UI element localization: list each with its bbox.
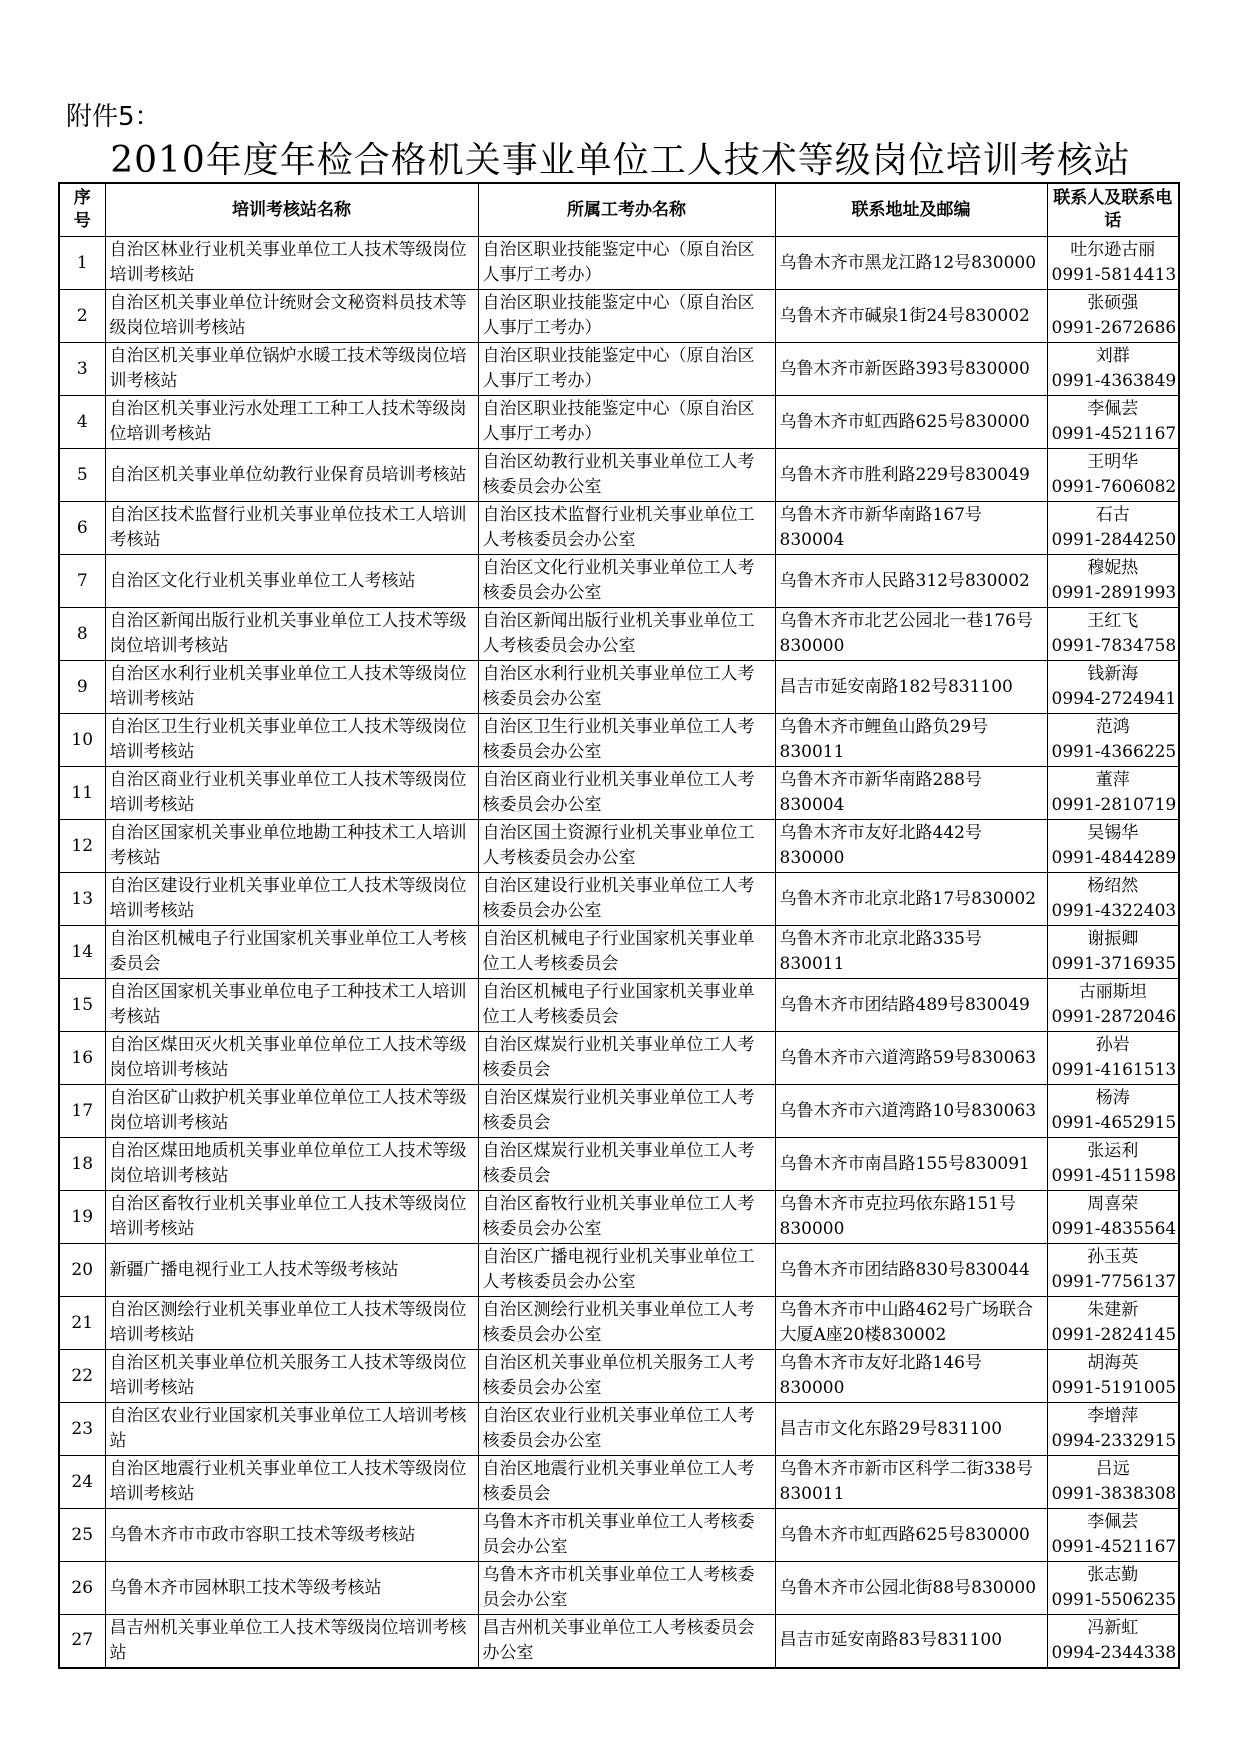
- contact-phone: 0991-3716935: [1051, 954, 1177, 974]
- contact-cell: [1047, 502, 1179, 555]
- contact-phone: 0991-2810719: [1051, 795, 1177, 815]
- contact-phone: 0991-7756137: [1051, 1272, 1177, 1292]
- address: 昌吉市延安南路182号831100: [775, 661, 1047, 714]
- contact-cell: [1047, 1191, 1179, 1244]
- contact-phone: 0991-2891993: [1051, 583, 1177, 603]
- contact-person: 王明华: [1087, 452, 1139, 472]
- station-name: 自治区畜牧行业机关事业单位工人技术等级岗位培训考核站: [105, 1191, 478, 1244]
- office-name: 自治区测绘行业机关事业单位工人考核委员会办公室: [478, 1297, 775, 1350]
- contact-cell: [1047, 343, 1179, 396]
- row-number: 26: [59, 1562, 105, 1615]
- office-name: 自治区畜牧行业机关事业单位工人考核委员会办公室: [478, 1191, 775, 1244]
- office-name: 自治区煤炭行业机关事业单位工人考核委员会: [478, 1085, 775, 1138]
- table-row: [59, 1244, 1179, 1297]
- contact-person: 董萍: [1095, 770, 1130, 790]
- page-title: 2010年度年检合格机关事业单位工人技术等级岗位培训考核站: [110, 140, 1131, 181]
- row-number: 2: [59, 290, 105, 343]
- address: 昌吉市文化东路29号831100: [775, 1403, 1047, 1456]
- contact-person: 刘群: [1095, 346, 1130, 366]
- office-name: 自治区职业技能鉴定中心（原自治区人事厅工考办）: [478, 396, 775, 449]
- contact-phone: 0991-2844250: [1051, 530, 1177, 550]
- office-name: 自治区建设行业机关事业单位工人考核委员会办公室: [478, 873, 775, 926]
- table-row: [59, 1085, 1179, 1138]
- address: 乌鲁木齐市克拉玛依东路151号830000: [775, 1191, 1047, 1244]
- address: 乌鲁木齐市新医路393号830000: [775, 343, 1047, 396]
- station-name: 自治区商业行业机关事业单位工人技术等级岗位培训考核站: [105, 767, 478, 820]
- office-name: 自治区商业行业机关事业单位工人考核委员会办公室: [478, 767, 775, 820]
- station-name: 自治区煤田地质机关事业单位单位工人技术等级岗位培训考核站: [105, 1138, 478, 1191]
- row-number: 27: [59, 1615, 105, 1668]
- contact-person: 范鸿: [1095, 717, 1130, 737]
- contact-cell: [1047, 661, 1179, 714]
- office-name: 自治区新闻出版行业机关事业单位工人考核委员会办公室: [478, 608, 775, 661]
- address: 乌鲁木齐市六道湾路59号830063: [775, 1032, 1047, 1085]
- contact-person: 张运利: [1087, 1141, 1139, 1161]
- table-row: [59, 1138, 1179, 1191]
- office-name: 自治区地震行业机关事业单位工人考核委员会: [478, 1456, 775, 1509]
- contact-cell: [1047, 1297, 1179, 1350]
- station-name: 自治区机械电子行业国家机关事业单位工人考核委员会: [105, 926, 478, 979]
- contact-cell: [1047, 1562, 1179, 1615]
- table-row: [59, 1403, 1179, 1456]
- contact-phone: 0991-4521167: [1051, 424, 1177, 444]
- table-row: [59, 237, 1179, 290]
- table-row: [59, 714, 1179, 767]
- office-name: 自治区广播电视行业机关事业单位工人考核委员会办公室: [478, 1244, 775, 1297]
- row-number: 11: [59, 767, 105, 820]
- row-number: 18: [59, 1138, 105, 1191]
- table-row: [59, 767, 1179, 820]
- contact-person: 穆妮热: [1087, 558, 1139, 578]
- contact-cell: [1047, 396, 1179, 449]
- table-row: [59, 343, 1179, 396]
- contact-cell: [1047, 237, 1179, 290]
- contact-cell: [1047, 714, 1179, 767]
- contact-phone: 0991-4363849: [1051, 371, 1177, 391]
- contact-phone: 0991-2872046: [1051, 1007, 1177, 1027]
- row-number: 12: [59, 820, 105, 873]
- office-name: 自治区职业技能鉴定中心（原自治区人事厅工考办）: [478, 290, 775, 343]
- contact-phone: 0991-5814413: [1051, 265, 1177, 285]
- address: 乌鲁木齐市新市区科学二街338号830011: [775, 1456, 1047, 1509]
- header-no: 序号: [59, 183, 105, 237]
- row-number: 9: [59, 661, 105, 714]
- address: 乌鲁木齐市团结路830号830044: [775, 1244, 1047, 1297]
- office-name: 自治区国土资源行业机关事业单位工人考核委员会办公室: [478, 820, 775, 873]
- address: 乌鲁木齐市碱泉1街24号830002: [775, 290, 1047, 343]
- contact-cell: [1047, 926, 1179, 979]
- address: 乌鲁木齐市团结路489号830049: [775, 979, 1047, 1032]
- address: 乌鲁木齐市友好北路442号830000: [775, 820, 1047, 873]
- contact-cell: [1047, 1085, 1179, 1138]
- station-name: 自治区地震行业机关事业单位工人技术等级岗位培训考核站: [105, 1456, 478, 1509]
- contact-cell: [1047, 1509, 1179, 1562]
- row-number: 8: [59, 608, 105, 661]
- table-row: [59, 1562, 1179, 1615]
- office-name: 自治区机关事业单位机关服务工人考核委员会办公室: [478, 1350, 775, 1403]
- table-row: [59, 449, 1179, 502]
- station-name: 自治区煤田灭火机关事业单位单位工人技术等级岗位培训考核站: [105, 1032, 478, 1085]
- address: 乌鲁木齐市新华南路288号830004: [775, 767, 1047, 820]
- row-number: 21: [59, 1297, 105, 1350]
- row-number: 15: [59, 979, 105, 1032]
- contact-cell: [1047, 873, 1179, 926]
- contact-cell: [1047, 290, 1179, 343]
- row-number: 17: [59, 1085, 105, 1138]
- row-number: 23: [59, 1403, 105, 1456]
- header-address: 联系地址及邮编: [775, 183, 1047, 237]
- address: 乌鲁木齐市友好北路146号830000: [775, 1350, 1047, 1403]
- office-name: 自治区职业技能鉴定中心（原自治区人事厅工考办）: [478, 237, 775, 290]
- contact-person: 周喜荣: [1087, 1194, 1139, 1214]
- station-name: 自治区机关事业单位机关服务工人技术等级岗位培训考核站: [105, 1350, 478, 1403]
- row-number: 20: [59, 1244, 105, 1297]
- contact-phone: 0991-2824145: [1051, 1325, 1177, 1345]
- table-row: [59, 820, 1179, 873]
- contact-cell: [1047, 1032, 1179, 1085]
- contact-phone: 0991-4652915: [1051, 1113, 1177, 1133]
- contact-person: 钱新海: [1087, 664, 1139, 684]
- contact-cell: [1047, 979, 1179, 1032]
- contact-phone: 0994-2724941: [1051, 689, 1177, 709]
- contact-person: 孙岩: [1095, 1035, 1130, 1055]
- office-name: 自治区农业行业机关事业单位工人考核委员会办公室: [478, 1403, 775, 1456]
- contact-phone: 0991-7606082: [1051, 477, 1177, 497]
- office-name: 昌吉州机关事业单位工人考核委员会办公室: [478, 1615, 775, 1668]
- station-name: 自治区矿山救护机关事业单位单位工人技术等级岗位培训考核站: [105, 1085, 478, 1138]
- contact-cell: [1047, 767, 1179, 820]
- station-name: 自治区技术监督行业机关事业单位技术工人培训考核站: [105, 502, 478, 555]
- row-number: 13: [59, 873, 105, 926]
- row-number: 4: [59, 396, 105, 449]
- row-number: 22: [59, 1350, 105, 1403]
- table-row: [59, 1615, 1179, 1668]
- contact-phone: 0991-4366225: [1051, 742, 1177, 762]
- contact-person: 古丽斯坦: [1078, 982, 1147, 1002]
- contact-phone: 0991-5506235: [1051, 1590, 1177, 1610]
- contact-person: 朱建新: [1087, 1300, 1139, 1320]
- table-row: [59, 502, 1179, 555]
- row-number: 16: [59, 1032, 105, 1085]
- row-number: 3: [59, 343, 105, 396]
- station-name: 自治区建设行业机关事业单位工人技术等级岗位培训考核站: [105, 873, 478, 926]
- row-number: 7: [59, 555, 105, 608]
- table-row: [59, 608, 1179, 661]
- office-name: 自治区煤炭行业机关事业单位工人考核委员会: [478, 1138, 775, 1191]
- office-name: 自治区煤炭行业机关事业单位工人考核委员会: [478, 1032, 775, 1085]
- table-row: [59, 396, 1179, 449]
- station-name: 自治区国家机关事业单位电子工种技术工人培训考核站: [105, 979, 478, 1032]
- station-name: 自治区卫生行业机关事业单位工人技术等级岗位培训考核站: [105, 714, 478, 767]
- office-name: 乌鲁木齐市机关事业单位工人考核委员会办公室: [478, 1509, 775, 1562]
- address: 乌鲁木齐市胜利路229号830049: [775, 449, 1047, 502]
- contact-cell: [1047, 1403, 1179, 1456]
- address: 乌鲁木齐市新华南路167号830004: [775, 502, 1047, 555]
- table-row: [59, 290, 1179, 343]
- contact-person: 李增萍: [1087, 1406, 1139, 1426]
- row-number: 6: [59, 502, 105, 555]
- row-number: 24: [59, 1456, 105, 1509]
- contact-phone: 0991-4521167: [1051, 1537, 1177, 1557]
- contact-person: 吴锡华: [1087, 823, 1139, 843]
- contact-person: 石古: [1095, 505, 1130, 525]
- station-name: 自治区测绘行业机关事业单位工人技术等级岗位培训考核站: [105, 1297, 478, 1350]
- contact-person: 张志勤: [1087, 1565, 1139, 1585]
- row-number: 10: [59, 714, 105, 767]
- address: 乌鲁木齐市公园北街88号830000: [775, 1562, 1047, 1615]
- contact-phone: 0991-4844289: [1051, 848, 1177, 868]
- station-name: 新疆广播电视行业工人技术等级考核站: [105, 1244, 478, 1297]
- station-name: 自治区新闻出版行业机关事业单位工人技术等级岗位培训考核站: [105, 608, 478, 661]
- station-name: 自治区文化行业机关事业单位工人考核站: [105, 555, 478, 608]
- row-number: 1: [59, 237, 105, 290]
- contact-person: 谢振卿: [1087, 929, 1139, 949]
- row-number: 14: [59, 926, 105, 979]
- contact-cell: [1047, 1138, 1179, 1191]
- table-row: [59, 873, 1179, 926]
- station-name: 自治区机关事业单位幼教行业保育员培训考核站: [105, 449, 478, 502]
- station-name: 自治区水利行业机关事业单位工人技术等级岗位培训考核站: [105, 661, 478, 714]
- office-name: 乌鲁木齐市机关事业单位工人考核委员会办公室: [478, 1562, 775, 1615]
- contact-cell: [1047, 1244, 1179, 1297]
- contact-person: 吕远: [1095, 1459, 1130, 1479]
- contact-phone: 0991-4322403: [1051, 901, 1177, 921]
- station-name: 自治区机关事业单位锅炉水暖工技术等级岗位培训考核站: [105, 343, 478, 396]
- contact-person: 冯新虹: [1087, 1617, 1139, 1638]
- contact-person: 胡海英: [1087, 1353, 1139, 1373]
- address: 乌鲁木齐市鲤鱼山路负29号830011: [775, 714, 1047, 767]
- table-header-row: [59, 183, 1179, 237]
- table-row: [59, 1509, 1179, 1562]
- address: 乌鲁木齐市中山路462号广场联合大厦A座20楼830002: [775, 1297, 1047, 1350]
- office-name: 自治区文化行业机关事业单位工人考核委员会办公室: [478, 555, 775, 608]
- contact-phone: 0991-2672686: [1051, 318, 1177, 338]
- office-name: 自治区技术监督行业机关事业单位工人考核委员会办公室: [478, 502, 775, 555]
- row-number: 25: [59, 1509, 105, 1562]
- office-name: 自治区卫生行业机关事业单位工人考核委员会办公室: [478, 714, 775, 767]
- contact-phone: 0991-3838308: [1051, 1484, 1177, 1504]
- address: 乌鲁木齐市北京北路17号830002: [775, 873, 1047, 926]
- table-row: [59, 1456, 1179, 1509]
- table-row: [59, 926, 1179, 979]
- station-name: 自治区农业行业国家机关事业单位工人培训考核站: [105, 1403, 478, 1456]
- contact-person: 李佩芸: [1087, 399, 1139, 419]
- contact-phone: 0994-2344338: [1051, 1642, 1177, 1663]
- office-name: 自治区水利行业机关事业单位工人考核委员会办公室: [478, 661, 775, 714]
- contact-person: 王红飞: [1087, 611, 1139, 631]
- station-name: 自治区机关事业污水处理工工种工人技术等级岗位培训考核站: [105, 396, 478, 449]
- office-name: 自治区机械电子行业国家机关事业单位工人考核委员会: [478, 926, 775, 979]
- address: 乌鲁木齐市黑龙江路12号830000: [775, 237, 1047, 290]
- address: 乌鲁木齐市虹西路625号830000: [775, 1509, 1047, 1562]
- contact-phone: 0991-4161513: [1051, 1060, 1177, 1080]
- station-name: 自治区国家机关事业单位地勘工种技术工人培训考核站: [105, 820, 478, 873]
- office-name: 自治区幼教行业机关事业单位工人考核委员会办公室: [478, 449, 775, 502]
- contact-person: 张硕强: [1087, 293, 1139, 313]
- header-contact: 联系人及联系电话: [1047, 183, 1179, 237]
- address: 乌鲁木齐市北艺公园北一巷176号 830000: [775, 608, 1047, 661]
- table-row: [59, 555, 1179, 608]
- row-number: 5: [59, 449, 105, 502]
- station-name: 自治区机关事业单位计统财会文秘资料员技术等级岗位培训考核站: [105, 290, 478, 343]
- address: 乌鲁木齐市虹西路625号830000: [775, 396, 1047, 449]
- contact-cell: [1047, 555, 1179, 608]
- station-name: 乌鲁木齐市园林职工技术等级考核站: [105, 1562, 478, 1615]
- contact-cell: [1047, 1615, 1179, 1668]
- row-number: 19: [59, 1191, 105, 1244]
- table-row: [59, 1297, 1179, 1350]
- contact-cell: [1047, 1350, 1179, 1403]
- contact-person: 孙玉英: [1087, 1247, 1139, 1267]
- attachment-label: 附件5：: [66, 102, 161, 132]
- contact-cell: [1047, 820, 1179, 873]
- address: 昌吉市延安南路83号831100: [775, 1615, 1047, 1668]
- table-row: [59, 661, 1179, 714]
- contact-person: 李佩芸: [1087, 1512, 1139, 1532]
- station-name: 乌鲁木齐市市政市容职工技术等级考核站: [105, 1509, 478, 1562]
- contact-cell: [1047, 1456, 1179, 1509]
- table-row: [59, 1191, 1179, 1244]
- address: 乌鲁木齐市六道湾路10号830063: [775, 1085, 1047, 1138]
- contact-phone: 0991-4835564: [1051, 1219, 1177, 1239]
- contact-phone: 0991-5191005: [1051, 1378, 1177, 1398]
- office-name: 自治区职业技能鉴定中心（原自治区人事厅工考办）: [478, 343, 775, 396]
- contact-phone: 0991-7834758: [1051, 636, 1177, 656]
- address: 乌鲁木齐市人民路312号830002: [775, 555, 1047, 608]
- contact-person: 杨绍然: [1087, 876, 1139, 896]
- training-station-table: [58, 182, 1180, 1669]
- office-name: 自治区机械电子行业国家机关事业单位工人考核委员会: [478, 979, 775, 1032]
- contact-cell: [1047, 449, 1179, 502]
- table-row: [59, 1032, 1179, 1085]
- table-row: [59, 1350, 1179, 1403]
- address: 乌鲁木齐市南昌路155号830091: [775, 1138, 1047, 1191]
- station-name: 昌吉州机关事业单位工人技术等级岗位培训考核站: [105, 1615, 478, 1668]
- header-office-name: 所属工考办名称: [478, 183, 775, 237]
- address: 乌鲁木齐市北京北路335号830011: [775, 926, 1047, 979]
- header-station-name: 培训考核站名称: [105, 183, 478, 237]
- table-row: [59, 979, 1179, 1032]
- contact-phone: 0994-2332915: [1051, 1431, 1177, 1451]
- contact-person: 吐尔逊古丽: [1070, 240, 1156, 260]
- contact-phone: 0991-4511598: [1051, 1166, 1177, 1186]
- station-name: 自治区林业行业机关事业单位工人技术等级岗位培训考核站: [105, 237, 478, 290]
- contact-cell: [1047, 608, 1179, 661]
- contact-person: 杨涛: [1095, 1088, 1130, 1108]
